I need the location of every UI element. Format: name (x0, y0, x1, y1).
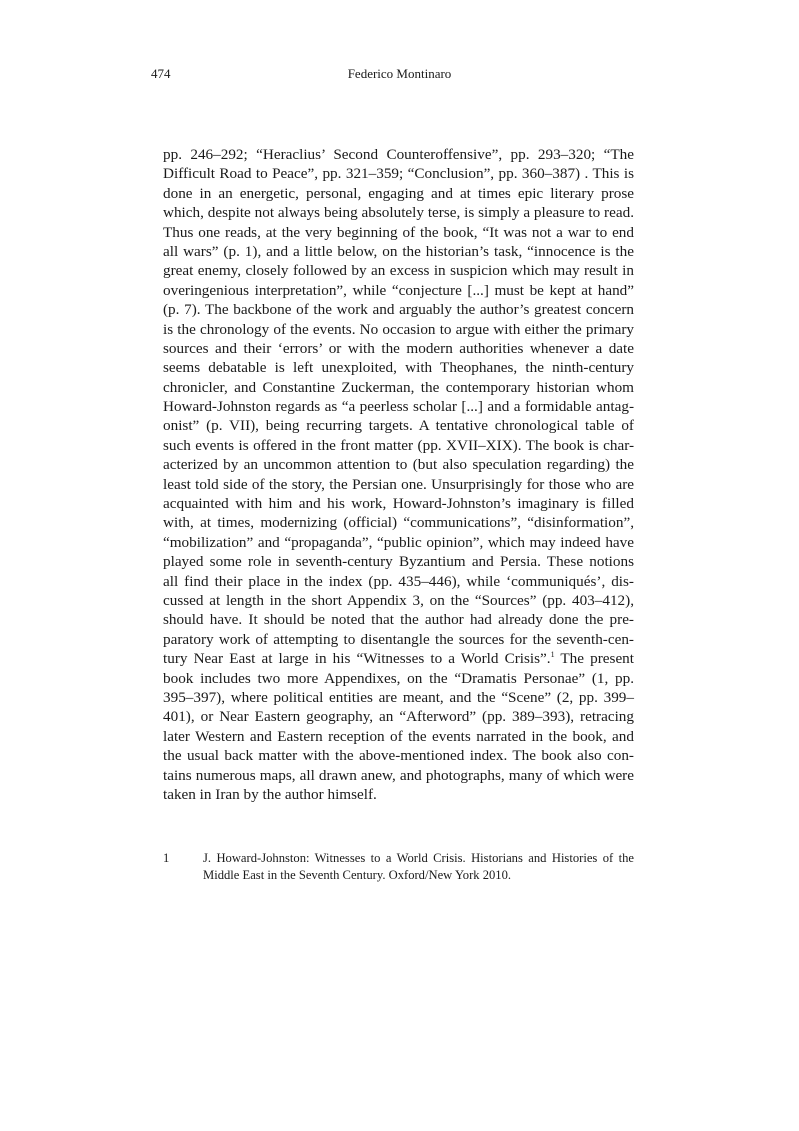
text-line (163, 552, 634, 571)
text-segment: Howard-Johnston regards as “a peerless scholar [...] and a formidable antag- (163, 398, 634, 416)
text-line (163, 378, 634, 397)
text-line (163, 455, 634, 474)
text-segment: least told side of the story, the Persian one. Unsurprisingly for those who are (163, 475, 634, 493)
text-line (163, 591, 634, 610)
text-line (163, 707, 634, 726)
text-line (163, 358, 634, 377)
text-segment: 401), or Near Eastern geography, an “Afterword” (pp. 389–393), retracing (163, 708, 634, 726)
text-line (163, 688, 634, 707)
text-line (163, 164, 634, 183)
text-segment: later Western and Eastern reception of the events narrated in the book, and (163, 727, 634, 745)
text-segment: with, at times, modernizing (official) “communications”, “disinformation”, (163, 514, 634, 532)
text-segment: the usual back matter with the above-mentioned index. The book also con- (163, 747, 634, 765)
text-segment: such events is offered in the front matter (pp. XVII–XIX). The book is char- (163, 436, 634, 454)
text-line (163, 261, 634, 280)
text-line (163, 339, 634, 358)
text-line (163, 475, 634, 494)
text-segment: 395–397), where political entities are meant, and the “Scene” (2, pp. 399– (163, 688, 634, 706)
footnote (163, 850, 634, 884)
text-segment: played some role in seventh-century Byzantium and Persia. These notions (163, 553, 634, 571)
text-segment: “mobilization” and “propaganda”, “public opinion”, which may indeed have (163, 533, 634, 551)
text-segment: acterized by an uncommon attention to (but also speculation regarding) the (163, 456, 634, 474)
text-line (163, 397, 634, 416)
text-line (163, 300, 634, 319)
text-line (163, 416, 634, 435)
text-segment: done in an energetic, personal, engaging and at times epic literary prose (163, 184, 634, 202)
text-line (163, 494, 634, 513)
text-line (163, 669, 634, 688)
text-line (163, 320, 634, 339)
text-line (163, 145, 634, 164)
text-segment: great enemy, closely followed by an excess in suspicion which may result in (163, 262, 634, 280)
text-line (163, 766, 634, 785)
running-head: Federico Montinaro (347, 66, 452, 81)
text-segment: tains numerous maps, all drawn anew, and photographs, many of which were (163, 766, 634, 784)
text-segment: Thus one reads, at the very beginning of the book, “It was not a war to end (163, 223, 634, 241)
text-segment: pp. 246–292; “Heraclius’ Second Counteroffensive”, pp. 293–320; “The (163, 146, 634, 163)
text-line (163, 785, 634, 804)
text-segment: Difficult Road to Peace”, pp. 321–359; “Conclusion”, pp. 360–387) . This is (163, 165, 634, 183)
footnote-line: J. Howard-Johnston: Witnesses to a World Crisis. Historians and Histories of the (203, 851, 634, 865)
footnote-line: Middle East in the Seventh Century. Oxford/New York 2010. (203, 868, 512, 882)
text-segment: taken in Iran by the author himself. (163, 785, 377, 803)
text-segment: paratory work of attempting to disentangle the sources for the seventh-cen- (163, 630, 634, 648)
text-line (163, 572, 634, 591)
text-line (163, 513, 634, 532)
text-segment: seems debatable is left unexploited, with Theophanes, the ninth-century (163, 359, 634, 377)
text-segment: is the chronology of the events. No occasion to argue with either the primary (163, 320, 634, 338)
text-line (163, 436, 634, 455)
text-line (163, 242, 634, 261)
text-line (163, 610, 634, 629)
text-segment: cussed at length in the short Appendix 3, on the “Sources” (pp. 403–412), (163, 591, 634, 609)
text-line (163, 223, 634, 242)
text-segment: all find their place in the index (pp. 435–446), while ‘communiqués’, dis- (163, 572, 634, 590)
footnote-number: 1 (163, 851, 170, 865)
text-segment: (p. 7). The backbone of the work and arguably the author’s greatest concern (163, 301, 634, 319)
text-segment: all wars” (p. 1), and a little below, on the historian’s task, “innocence is the (163, 242, 634, 260)
text-line (163, 727, 634, 746)
text-segment: book includes two more Appendixes, on the “Dramatis Personae” (1, pp. (163, 669, 634, 687)
text-line (163, 630, 634, 649)
page-number: 474 (151, 66, 171, 81)
text-line (163, 184, 634, 203)
text-line (163, 649, 634, 668)
text-segment: should have. It should be noted that the author had already done the pre- (163, 611, 634, 629)
text-segment: which, despite not always being absolutely terse, is simply a pleasure to read. (163, 204, 634, 222)
footnote-reference[interactable]: 1 (550, 650, 555, 660)
text-line (163, 746, 634, 765)
text-segment: The present (554, 650, 634, 668)
text-line (163, 203, 634, 222)
text-line (163, 533, 634, 552)
text-segment: chronicler, and Constantine Zuckerman, the contemporary historian whom (163, 378, 634, 396)
text-segment: tury Near East at large in his “Witnesses to a World Crisis”. (163, 650, 551, 668)
body-text (163, 145, 634, 804)
text-segment: sources and their ‘errors’ or with the modern authorities whenever a date (163, 339, 634, 357)
text-segment: onist” (p. VII), being recurring targets. A tentative chronological table of (163, 417, 634, 435)
text-line (163, 281, 634, 300)
text-segment: acquainted with him and his work, Howard-Johnston’s imaginary is filled (163, 495, 634, 513)
text-segment: overingenious interpretation”, while “conjecture [...] must be kept at hand” (163, 281, 634, 299)
